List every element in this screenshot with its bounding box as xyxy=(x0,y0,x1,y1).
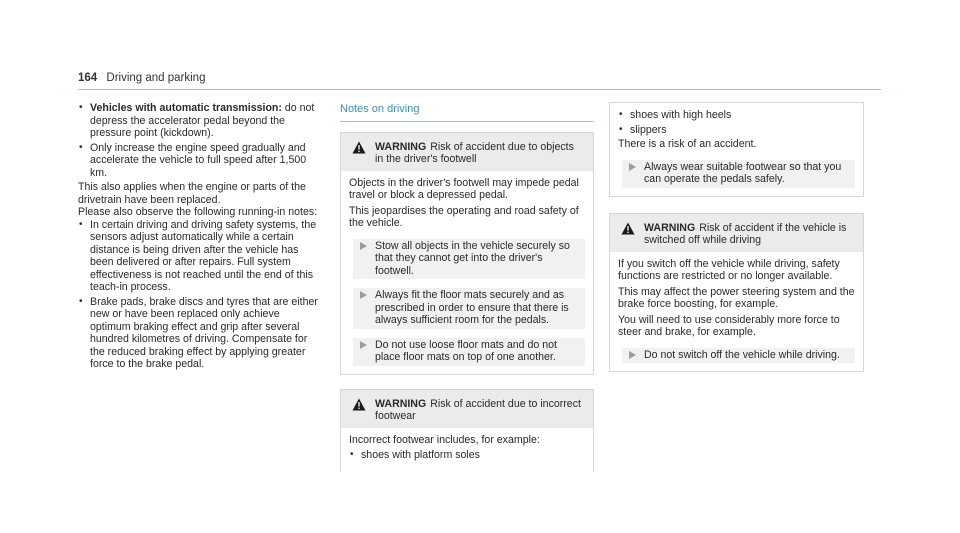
warning-label: WARNING xyxy=(375,140,427,153)
list-item xyxy=(78,142,322,180)
instruction-step xyxy=(618,348,855,364)
step-text: Do not use loose floor mats and do not place floor mats on top of one another. xyxy=(375,338,557,363)
warning-triangle-icon xyxy=(621,222,635,235)
warning-triangle-icon xyxy=(352,398,366,411)
paragraph: This may affect the power steering system and the brake force boosting, for example. xyxy=(618,285,855,310)
paragraph: You will need to use considerably more force to steer and brake, for example. xyxy=(618,313,840,338)
warning-body xyxy=(610,252,863,372)
warning-header xyxy=(341,133,593,171)
instruction-step xyxy=(618,160,855,188)
column-2 xyxy=(340,102,594,472)
page-number: 164 xyxy=(78,72,98,84)
paragraph: Please also observe the following running-in notes: xyxy=(78,206,318,218)
section-rule xyxy=(340,121,594,122)
instruction-step xyxy=(349,338,585,366)
list-item: • slippers xyxy=(618,124,855,137)
footwear-list xyxy=(618,109,855,136)
step-text: Always wear suitable footwear so that you can operate the pedals safely. xyxy=(644,160,842,185)
warning-box xyxy=(340,389,594,472)
warning-label: WARNING xyxy=(644,221,696,234)
column-1 xyxy=(78,102,322,373)
warning-title: Risk of accident if the vehicle is switched off while driving xyxy=(644,221,847,246)
warning-box xyxy=(609,213,864,373)
paragraph: There is a risk of an accident. xyxy=(618,138,757,150)
warning-header xyxy=(610,214,863,252)
paragraph: This also applies when the engine or parts of the drivetrain have been replaced. xyxy=(78,181,306,206)
paragraph: Incorrect footwear includes, for example: xyxy=(349,433,540,446)
step-text: Always fit the floor mats securely and as prescribed in order to ensure that there is always sufficient room for the pedals. xyxy=(375,289,569,326)
running-in-notes-list xyxy=(78,219,322,371)
arrow-right-icon xyxy=(629,163,636,171)
list-item-lead: Vehicles with automatic transmission: xyxy=(90,102,282,114)
list-item: • shoes with platform soles xyxy=(349,449,585,462)
list-item: • Brake pads, brake discs and tyres that are either new or have been replaced only achieve optimum braking effect and grip after several hundred kilometres of driving. Compensate for the reduced braking effect by applying greater force to the brake pedal. xyxy=(78,296,322,371)
warning-box xyxy=(340,132,594,375)
paragraph: Objects in the driver's footwell may impede pedal travel or block a depressed pedal. xyxy=(349,176,579,201)
step-text: Stow all objects in the vehicle securely so that they cannot get into the driver's footwell. xyxy=(375,239,570,277)
warning-label: WARNING xyxy=(375,397,427,410)
warning-body xyxy=(341,428,593,472)
warning-body xyxy=(610,103,863,196)
warning-header xyxy=(341,390,593,428)
arrow-right-icon xyxy=(629,351,636,359)
step-text: Do not switch off the vehicle while driving. xyxy=(644,348,840,361)
warning-title: Risk of accident due to objects in the driver's footwell xyxy=(375,140,574,165)
list-item-text: do not depress the accelerator pedal beyond the pressure point (kickdown). xyxy=(90,102,315,139)
section-name: Driving and parking xyxy=(106,72,206,84)
running-in-list xyxy=(78,102,322,179)
list-item: • In certain driving and driving safety systems, the sensors adjust automatically while a certain distance is being driven after the vehicle has been delivered or after repairs. Full system effectiveness is not reached until the end of this teach-in process. xyxy=(78,219,322,294)
page-header xyxy=(78,72,205,84)
instruction-step xyxy=(349,239,585,280)
list-item xyxy=(78,102,322,140)
warning-body xyxy=(341,171,593,374)
section-title: Notes on driving xyxy=(340,103,420,115)
arrow-right-icon xyxy=(360,242,367,250)
paragraph: If you switch off the vehicle while driving, safety functions are restricted or no longer available. xyxy=(618,257,840,282)
paragraph: This jeopardises the operating and road safety of the vehicle. xyxy=(349,204,579,229)
instruction-step xyxy=(349,288,585,329)
arrow-right-icon xyxy=(360,291,367,299)
arrow-right-icon xyxy=(360,341,367,349)
warning-box-continued xyxy=(609,102,864,197)
list-item-text: Only increase the engine speed gradually and accelerate the vehicle to full speed after 1,500 km. xyxy=(90,141,307,179)
header-rule xyxy=(78,89,881,90)
warning-title: Risk of accident due to incorrect footwear xyxy=(375,397,581,422)
footwear-list xyxy=(349,449,585,462)
warning-triangle-icon xyxy=(352,141,366,154)
column-3 xyxy=(609,102,864,372)
list-item: • shoes with high heels xyxy=(618,109,855,122)
